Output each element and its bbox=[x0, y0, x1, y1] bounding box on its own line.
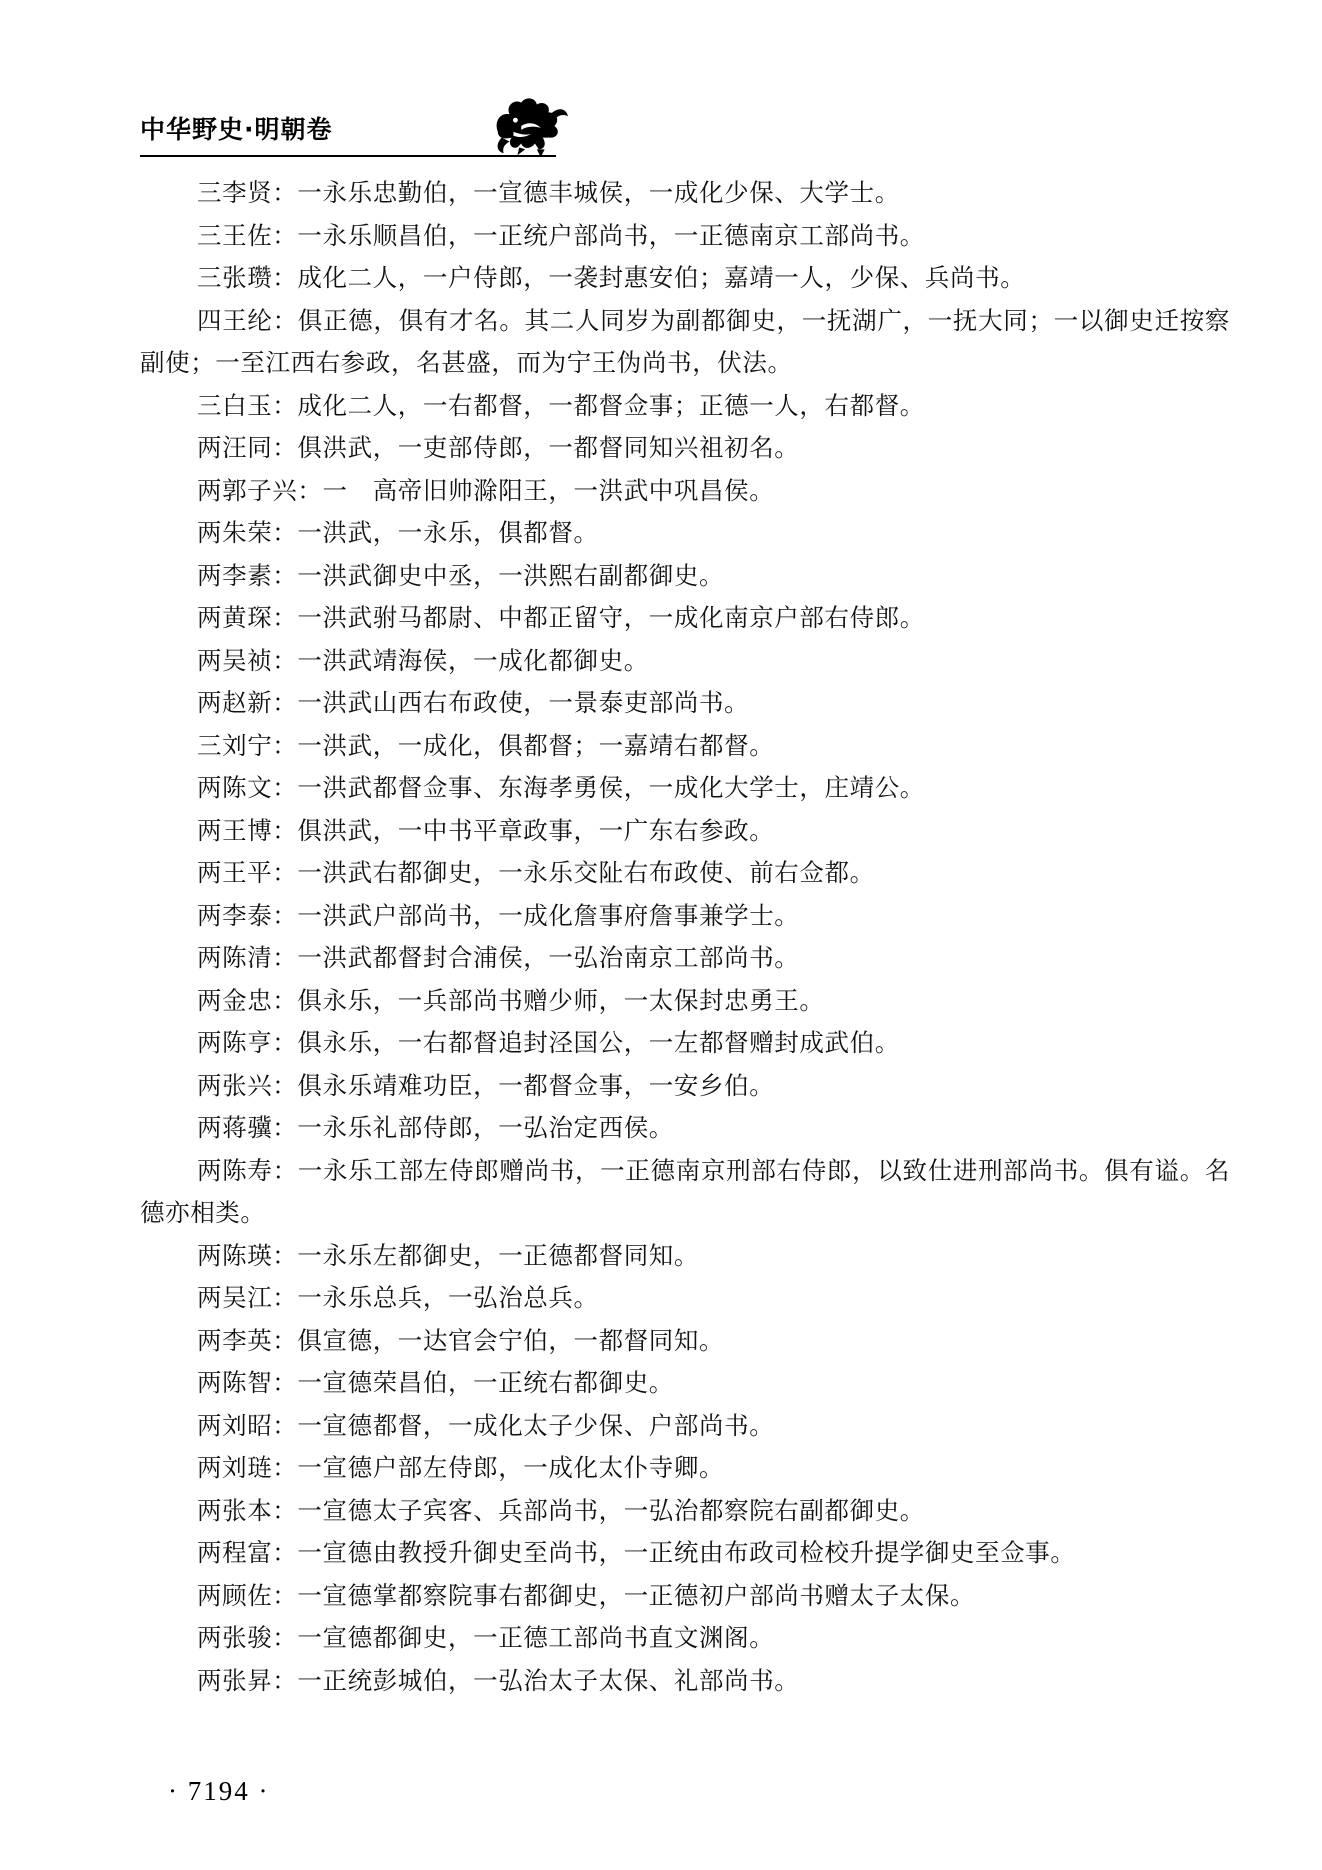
entry-paragraph: 三李贤：一永乐忠勤伯，一宣德丰城侯，一成化少保、大学士。 bbox=[197, 178, 900, 207]
entry-paragraph: 两刘琏：一宣德户部左侍郎，一成化太仆寺卿。 bbox=[197, 1453, 725, 1482]
entry-paragraph: 两蒋骥：一永乐礼部侍郎，一弘治定西侯。 bbox=[197, 1113, 674, 1142]
entry-paragraph: 两黄琛：一洪武驸马都尉、中都正留守，一成化南京户部右侍郎。 bbox=[197, 603, 925, 632]
entry-paragraph: 两陈瑛：一永乐左都御史，一正德都督同知。 bbox=[197, 1240, 699, 1270]
entry-paragraph: 两刘昭：一宣德都督，一成化太子少保、户部尚书。 bbox=[197, 1410, 775, 1440]
book-title: 中华野史·明朝卷 bbox=[140, 115, 333, 144]
entry-paragraph: 三张瓒：成化二人，一户侍郎，一袭封惠安伯；嘉靖一人，少保、兵尚书。 bbox=[197, 263, 1026, 292]
entry-paragraph: 两陈文：一洪武都督佥事、东海孝勇侯，一成化大学士，庄靖公。 bbox=[197, 773, 925, 802]
entry-paragraph: 两吴祯：一洪武靖海侯，一成化都御史。 bbox=[197, 645, 649, 675]
entry-paragraph: 两汪同：俱洪武，一吏部侍郎，一都督同知兴祖初名。 bbox=[197, 433, 800, 462]
text-body bbox=[140, 172, 1230, 1702]
header-rule bbox=[140, 155, 556, 157]
entry-paragraph: 两陈亨：俱永乐，一右都督追封泾国公，一左都督赠封成武伯。 bbox=[197, 1028, 900, 1057]
dragon-icon bbox=[492, 92, 570, 158]
running-header bbox=[140, 108, 1220, 156]
entry-paragraph: 两张本：一宣德太子宾客、兵部尚书，一弘治都察院右副都御史。 bbox=[197, 1495, 925, 1525]
entry-paragraph: 两李素：一洪武御史中丞，一洪熙右副都御史。 bbox=[197, 560, 725, 590]
entry-paragraph: 两吴江：一永乐总兵，一弘治总兵。 bbox=[197, 1283, 599, 1312]
entry-paragraph: 两金忠：俱永乐，一兵部尚书赠少师，一太保封忠勇王。 bbox=[197, 985, 825, 1015]
entry-paragraph: 两张昇：一正统彭城伯，一弘治太子太保、礼部尚书。 bbox=[197, 1665, 800, 1695]
entry-paragraph: 三王佐：一永乐顺昌伯，一正统户部尚书，一正德南京工部尚书。 bbox=[197, 220, 925, 250]
entry-paragraph: 两张骏：一宣德都御史，一正德工部尚书直文渊阁。 bbox=[197, 1623, 775, 1652]
entry-paragraph: 两郭子兴：一 高帝旧帅滁阳王，一洪武中巩昌侯。 bbox=[197, 475, 775, 505]
entry-paragraph: 两王博：俱洪武，一中书平章政事，一广东右参政。 bbox=[197, 815, 775, 845]
entry-paragraph: 两朱荣：一洪武，一永乐，俱都督。 bbox=[197, 518, 599, 547]
entry-paragraph: 三白玉：成化二人，一右都督，一都督佥事；正德一人，右都督。 bbox=[197, 390, 925, 420]
page-number: · 7194 · bbox=[168, 1776, 270, 1806]
entry-paragraph: 三刘宁：一洪武，一成化，俱都督；一嘉靖右都督。 bbox=[197, 730, 775, 760]
entry-paragraph: 两程富：一宣德由教授升御史至尚书，一正统由布政司检校升提学御史至佥事。 bbox=[197, 1538, 1076, 1567]
entry-paragraph: 两王平：一洪武右都御史，一永乐交阯右布政使、前右佥都。 bbox=[197, 858, 875, 887]
entry-paragraph: 两顾佐：一宣德掌都察院事右都御史，一正德初户部尚书赠太子太保。 bbox=[197, 1580, 976, 1610]
entry-paragraph: 四王纶：俱正德，俱有才名。其二人同岁为副都御史，一抚湖广，一抚大同；一以御史迁按察副使；一至江西右参政，名甚盛，而为宁王伪尚书，伏法。 bbox=[140, 305, 1230, 377]
entry-paragraph: 两陈寿：一永乐工部左侍郎赠尚书，一正德南京刑部右侍郎，以致仕进刑部尚书。俱有谥。名德亦相类。 bbox=[140, 1155, 1230, 1227]
entry-paragraph: 两张兴：俱永乐靖难功臣，一都督佥事，一安乡伯。 bbox=[197, 1070, 775, 1100]
entry-paragraph: 两李泰：一洪武户部尚书，一成化詹事府詹事兼学士。 bbox=[197, 900, 800, 930]
entry-paragraph: 两赵新：一洪武山西右布政使，一景泰吏部尚书。 bbox=[197, 688, 750, 717]
entry-paragraph: 两陈智：一宣德荣昌伯，一正统右都御史。 bbox=[197, 1368, 674, 1397]
entry-paragraph: 两李英：俱宣德，一达官会宁伯，一都督同知。 bbox=[197, 1325, 725, 1355]
entry-paragraph: 两陈清：一洪武都督封合浦侯，一弘治南京工部尚书。 bbox=[197, 943, 800, 972]
